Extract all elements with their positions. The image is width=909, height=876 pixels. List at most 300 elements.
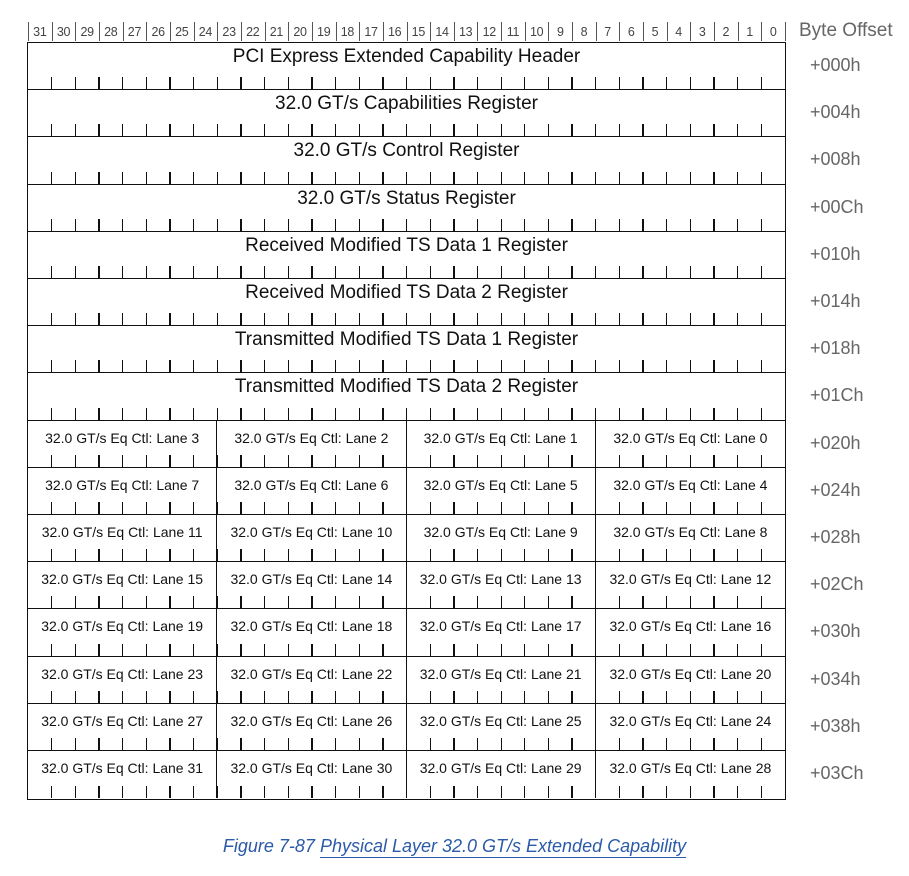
bit-number: 27 (127, 25, 142, 39)
bit-tick (477, 77, 478, 89)
bit-tick (288, 596, 289, 608)
bit-tick (122, 266, 123, 278)
field-label: 32.0 GT/s Eq Ctl: Lane 18 (230, 618, 393, 635)
figure-number: Figure 7-87 (222, 836, 315, 856)
bit-tick (169, 172, 170, 184)
bit-tick (619, 691, 620, 703)
bit-tick (690, 502, 691, 514)
field-label: 32.0 GT/s Eq Ctl: Lane 20 (609, 665, 772, 682)
bit-tick (548, 455, 549, 467)
bit-tick (146, 219, 147, 231)
field-label: 32.0 GT/s Eq Ctl: Lane 8 (613, 524, 768, 540)
bit-tick (737, 266, 738, 278)
bit-tick (359, 644, 360, 656)
bit-number: 20 (293, 25, 307, 39)
bit-separator (170, 22, 171, 41)
bit-separator (407, 22, 408, 41)
register-row (28, 137, 785, 184)
bit-tick (169, 124, 170, 136)
bit-separator (52, 22, 53, 41)
bit-separator (312, 22, 313, 41)
bit-number: 18 (340, 25, 355, 39)
bit-tick (666, 691, 667, 703)
bit-tick (311, 266, 312, 278)
bit-tick (642, 644, 643, 656)
bit-tick (690, 172, 691, 184)
bit-number: 0 (769, 25, 777, 39)
bit-tick (571, 596, 572, 608)
bit-tick (453, 691, 454, 703)
bit-tick (548, 124, 549, 136)
bit-separator (241, 22, 242, 41)
bit-tick (75, 124, 76, 136)
bit-tick (406, 124, 407, 136)
bit-number: 13 (458, 25, 473, 39)
bit-separator (690, 22, 691, 41)
bit-tick (217, 596, 218, 608)
bit-tick (430, 455, 431, 467)
bit-tick (501, 596, 502, 608)
bit-number: 22 (246, 25, 260, 39)
bit-tick (548, 77, 549, 89)
bit-tick (737, 172, 738, 184)
bit-tick (642, 738, 643, 750)
bit-tick (240, 313, 241, 325)
bit-separator (525, 22, 526, 41)
bit-tick (193, 738, 194, 750)
bit-tick (501, 124, 502, 136)
bit-tick (240, 549, 241, 561)
bit-tick (453, 219, 454, 231)
bit-tick (761, 124, 762, 136)
bit-tick (193, 124, 194, 136)
bit-tick (311, 549, 312, 561)
bit-tick (51, 124, 52, 136)
bit-tick (666, 219, 667, 231)
bit-tick (51, 313, 52, 325)
bit-tick (51, 360, 52, 372)
bit-tick (288, 172, 289, 184)
bit-tick (595, 360, 596, 372)
field-label: 32.0 GT/s Eq Ctl: Lane 13 (419, 571, 582, 588)
bit-tick (193, 691, 194, 703)
bit-number: 29 (80, 25, 94, 39)
bit-tick (690, 360, 691, 372)
bit-tick (75, 408, 76, 420)
field-label: 32.0 GT/s Eq Ctl: Lane 25 (419, 712, 582, 729)
bit-tick (382, 266, 383, 278)
bit-tick (335, 738, 336, 750)
bit-tick (619, 549, 620, 561)
bit-tick (382, 219, 383, 231)
bit-tick (548, 786, 549, 798)
bit-tick (193, 266, 194, 278)
bit-tick (737, 124, 738, 136)
bit-tick (311, 644, 312, 656)
field-label: 32.0 GT/s Eq Ctl: Lane 6 (234, 476, 389, 493)
field-label: 32.0 GT/s Eq Ctl: Lane 30 (230, 760, 393, 776)
bit-tick (264, 313, 265, 325)
bit-tick (264, 172, 265, 184)
bit-tick (619, 738, 620, 750)
bit-tick (713, 786, 714, 798)
bit-tick (51, 644, 52, 656)
bit-tick (453, 77, 454, 89)
bit-tick (453, 360, 454, 372)
bit-tick (548, 596, 549, 608)
bit-tick (406, 644, 407, 656)
bit-tick (430, 219, 431, 231)
bit-number: 21 (269, 25, 284, 39)
bit-tick (288, 644, 289, 656)
bit-tick (524, 502, 525, 514)
bit-number: 17 (364, 25, 378, 39)
bit-tick (619, 360, 620, 372)
bit-tick (382, 124, 383, 136)
bit-tick (571, 313, 572, 325)
bit-tick (524, 124, 525, 136)
bit-tick (761, 172, 762, 184)
bit-tick (264, 502, 265, 514)
bit-tick (311, 219, 312, 231)
bit-tick (359, 360, 360, 372)
bit-tick (51, 786, 52, 798)
bit-tick (713, 360, 714, 372)
bit-tick (713, 408, 714, 420)
bit-tick (737, 786, 738, 798)
field-label: 32.0 GT/s Eq Ctl: Lane 1 (423, 429, 578, 446)
bit-tick (642, 124, 643, 136)
bit-tick (98, 408, 99, 420)
bit-tick (146, 502, 147, 514)
bit-tick (524, 172, 525, 184)
bit-separator (99, 22, 100, 41)
bit-tick (98, 549, 99, 561)
bit-tick (169, 738, 170, 750)
byte-offset-label: +020h (810, 432, 861, 453)
bit-tick (240, 124, 241, 136)
bit-number: 19 (317, 25, 331, 39)
bit-tick (335, 549, 336, 561)
bit-tick (288, 360, 289, 372)
bit-number: 7 (604, 25, 611, 39)
bit-tick (406, 738, 407, 750)
bit-tick (288, 124, 289, 136)
bit-tick (666, 266, 667, 278)
bit-tick (264, 549, 265, 561)
bit-tick (477, 408, 478, 420)
bit-tick (193, 360, 194, 372)
bit-tick (146, 738, 147, 750)
bit-tick (761, 266, 762, 278)
bit-tick (737, 549, 738, 561)
bit-tick (619, 219, 620, 231)
register-row (28, 657, 785, 704)
bit-tick (571, 644, 572, 656)
field-label: 32.0 GT/s Eq Ctl: Lane 26 (230, 712, 393, 729)
bit-tick (477, 644, 478, 656)
bit-tick (122, 502, 123, 514)
field-label: 32.0 GT/s Eq Ctl: Lane 4 (613, 476, 768, 493)
field-label: 32.0 GT/s Eq Ctl: Lane 7 (45, 476, 200, 493)
byte-offset-label: +00Ch (810, 196, 864, 217)
bit-tick (477, 549, 478, 561)
bit-tick (619, 786, 620, 798)
bit-tick (98, 596, 99, 608)
bit-tick (406, 455, 407, 467)
bit-tick (146, 644, 147, 656)
bit-tick (146, 786, 147, 798)
field-label: 32.0 GT/s Eq Ctl: Lane 14 (230, 571, 393, 588)
bit-tick (98, 786, 99, 798)
bit-tick (642, 313, 643, 325)
bit-tick (690, 313, 691, 325)
field-label: 32.0 GT/s Eq Ctl: Lane 22 (230, 665, 393, 682)
bit-tick (571, 77, 572, 89)
bit-tick (524, 738, 525, 750)
bit-tick (75, 77, 76, 89)
byte-offset-label: +024h (810, 479, 861, 500)
bit-tick (501, 644, 502, 656)
register-grid (27, 42, 786, 800)
bit-tick (98, 691, 99, 703)
bit-tick (690, 77, 691, 89)
bit-tick (666, 408, 667, 420)
bit-tick (501, 738, 502, 750)
bit-tick (619, 596, 620, 608)
bit-tick (713, 219, 714, 231)
field-label: 32.0 GT/s Eq Ctl: Lane 23 (41, 665, 204, 682)
bit-tick (430, 266, 431, 278)
bit-tick (217, 172, 218, 184)
bit-tick (359, 266, 360, 278)
bit-tick (761, 77, 762, 89)
bit-tick (548, 408, 549, 420)
bit-tick (453, 455, 454, 467)
bit-tick (359, 786, 360, 798)
bit-tick (406, 691, 407, 703)
bit-tick (690, 455, 691, 467)
bit-tick (548, 360, 549, 372)
bit-tick (406, 502, 407, 514)
bit-tick (477, 738, 478, 750)
bit-tick (382, 455, 383, 467)
bit-tick (240, 219, 241, 231)
bit-tick (501, 502, 502, 514)
bit-tick (713, 124, 714, 136)
bit-tick (406, 77, 407, 89)
byte-offset-label: +004h (810, 102, 861, 123)
bit-number: 11 (506, 25, 520, 39)
byte-offset-label: +01Ch (810, 385, 864, 406)
field-label: Transmitted Modified TS Data 2 Register (234, 376, 579, 398)
bit-tick (501, 549, 502, 561)
bit-tick (382, 408, 383, 420)
bit-tick (122, 596, 123, 608)
bit-tick (311, 124, 312, 136)
bit-tick (690, 786, 691, 798)
bit-tick (595, 644, 596, 656)
field-label: 32.0 GT/s Eq Ctl: Lane 5 (423, 476, 578, 493)
bit-tick (430, 408, 431, 420)
bit-tick (453, 596, 454, 608)
bit-separator (454, 22, 455, 41)
bit-tick (477, 124, 478, 136)
bit-tick (642, 408, 643, 420)
bit-tick (122, 172, 123, 184)
bit-tick (524, 596, 525, 608)
bit-tick (406, 266, 407, 278)
bit-tick (335, 502, 336, 514)
bit-tick (51, 455, 52, 467)
bit-tick (169, 77, 170, 89)
bit-tick (51, 219, 52, 231)
field-label: 32.0 GT/s Eq Ctl: Lane 24 (609, 712, 772, 729)
bit-tick (122, 786, 123, 798)
bit-tick (690, 644, 691, 656)
bit-tick (169, 266, 170, 278)
bit-tick (406, 172, 407, 184)
figure-title: Physical Layer 32.0 GT/s Extended Capability (319, 836, 687, 856)
bit-tick (761, 549, 762, 561)
bit-tick (335, 313, 336, 325)
bit-tick (642, 691, 643, 703)
bit-tick (571, 360, 572, 372)
bit-tick (193, 219, 194, 231)
bit-tick (335, 360, 336, 372)
bit-tick (335, 455, 336, 467)
bit-separator (146, 22, 147, 41)
bit-tick (51, 502, 52, 514)
bit-tick (761, 738, 762, 750)
byte-offset-label: +018h (810, 338, 861, 359)
bit-tick (98, 219, 99, 231)
field-label: PCI Express Extended Capability Header (232, 46, 581, 67)
bit-tick (761, 360, 762, 372)
bit-tick (453, 124, 454, 136)
bit-tick (524, 549, 525, 561)
bit-tick (311, 691, 312, 703)
bit-tick (595, 172, 596, 184)
bit-tick (264, 266, 265, 278)
bit-tick (595, 77, 596, 89)
bit-tick (288, 549, 289, 561)
bit-tick (761, 455, 762, 467)
bit-tick (75, 313, 76, 325)
bit-tick (240, 502, 241, 514)
bit-tick (737, 77, 738, 89)
bit-tick (240, 266, 241, 278)
bit-tick (288, 502, 289, 514)
bit-tick (169, 786, 170, 798)
bit-tick (382, 549, 383, 561)
bit-number: 2 (722, 25, 730, 39)
bit-tick (311, 360, 312, 372)
field-label: 32.0 GT/s Eq Ctl: Lane 3 (45, 429, 200, 446)
bit-tick (382, 502, 383, 514)
bit-tick (548, 219, 549, 231)
bit-tick (406, 596, 407, 608)
bit-tick (169, 691, 170, 703)
bit-tick (169, 644, 170, 656)
bit-tick (713, 502, 714, 514)
bit-number: 6 (627, 25, 635, 39)
bit-tick (146, 77, 147, 89)
bit-tick (264, 77, 265, 89)
bit-tick (666, 455, 667, 467)
bit-tick (122, 738, 123, 750)
bit-tick (51, 691, 52, 703)
bit-tick (311, 502, 312, 514)
bit-tick (98, 266, 99, 278)
bit-tick (642, 219, 643, 231)
bit-tick (51, 77, 52, 89)
bit-tick (193, 644, 194, 656)
bit-tick (51, 738, 52, 750)
bit-tick (761, 786, 762, 798)
bit-tick (666, 596, 667, 608)
field-label: 32.0 GT/s Eq Ctl: Lane 17 (419, 618, 582, 635)
bit-tick (122, 124, 123, 136)
bit-tick (217, 455, 218, 467)
bit-tick (169, 455, 170, 467)
bit-tick (642, 549, 643, 561)
bit-separator (194, 22, 195, 41)
bit-tick (595, 124, 596, 136)
byte-offset-label: +000h (810, 55, 861, 75)
bit-tick (264, 455, 265, 467)
bit-number: 28 (104, 25, 118, 39)
bit-tick (666, 360, 667, 372)
bit-tick (217, 360, 218, 372)
bit-tick (642, 502, 643, 514)
bit-tick (75, 549, 76, 561)
bit-separator (383, 22, 384, 41)
bit-tick (335, 266, 336, 278)
bit-tick (761, 691, 762, 703)
bit-tick (501, 455, 502, 467)
bit-tick (430, 172, 431, 184)
bit-tick (690, 691, 691, 703)
bit-tick (548, 502, 549, 514)
bit-tick (524, 77, 525, 89)
bit-tick (193, 786, 194, 798)
bit-tick (146, 313, 147, 325)
byte-offset-label: +008h (810, 149, 861, 170)
bit-tick (453, 502, 454, 514)
bit-tick (453, 266, 454, 278)
bit-tick (169, 596, 170, 608)
bit-separator (359, 22, 360, 41)
bit-separator (75, 22, 76, 41)
bit-separator (548, 22, 549, 41)
bit-tick (264, 360, 265, 372)
bit-tick (288, 455, 289, 467)
bit-tick (477, 313, 478, 325)
bit-tick (690, 219, 691, 231)
bit-tick (122, 455, 123, 467)
bit-tick (571, 266, 572, 278)
bit-tick (524, 455, 525, 467)
bit-tick (619, 455, 620, 467)
bit-tick (311, 77, 312, 89)
bit-tick (713, 738, 714, 750)
bit-tick (240, 596, 241, 608)
bit-tick (761, 313, 762, 325)
bit-tick (477, 691, 478, 703)
bit-number: 12 (482, 25, 496, 39)
bit-number: 8 (580, 25, 588, 39)
